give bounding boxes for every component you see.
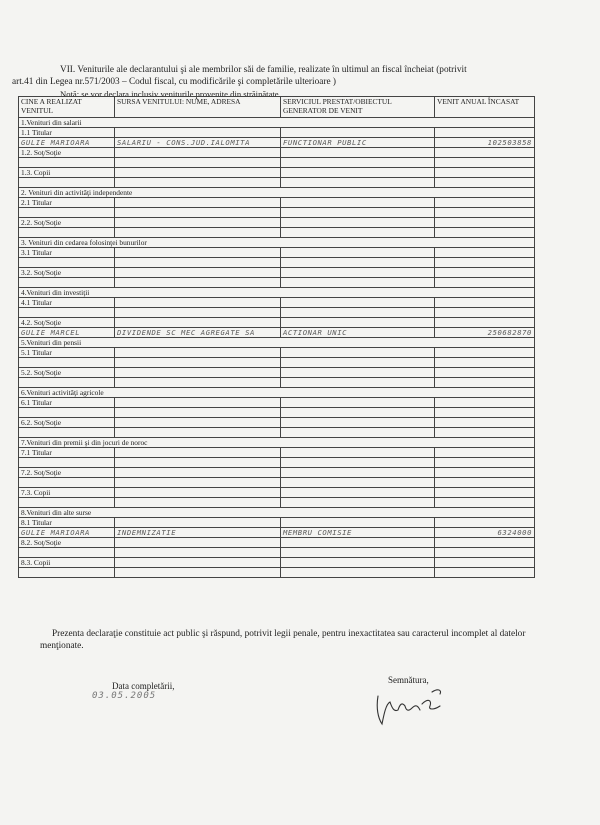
owner-label: 8.2. Soţ/Soţie xyxy=(19,538,115,548)
empty-cell xyxy=(435,248,535,258)
heading-line-1: VII. Veniturile ale declarantului şi ale membrilor săi de familie, realizate în ultimul an fiscal încheiat (potrivit xyxy=(60,65,467,75)
blank-row xyxy=(19,308,535,318)
footer-statement-block xyxy=(40,628,560,652)
empty-cell xyxy=(435,368,535,378)
blank-row xyxy=(19,548,535,558)
empty-cell xyxy=(19,498,115,508)
empty-cell xyxy=(19,278,115,288)
table-body xyxy=(19,118,535,578)
empty-cell xyxy=(281,158,435,168)
empty-cell xyxy=(281,168,435,178)
section-heading xyxy=(12,64,592,100)
empty-cell xyxy=(115,158,281,168)
empty-cell xyxy=(19,308,115,318)
blank-row xyxy=(19,478,535,488)
empty-cell xyxy=(281,498,435,508)
blank-row xyxy=(19,228,535,238)
empty-cell xyxy=(281,318,435,328)
empty-cell xyxy=(281,348,435,358)
empty-cell xyxy=(281,538,435,548)
empty-cell xyxy=(281,418,435,428)
empty-cell xyxy=(281,428,435,438)
empty-cell xyxy=(281,378,435,388)
owner-label-row xyxy=(19,348,535,358)
category-title: 5.Venituri din pensii xyxy=(19,338,535,348)
empty-cell xyxy=(281,208,435,218)
empty-cell xyxy=(115,208,281,218)
entry-who: GULIE MARIOARA xyxy=(19,138,115,148)
category-title: 6.Venituri activităţi agricole xyxy=(19,388,535,398)
empty-cell xyxy=(435,458,535,468)
empty-cell xyxy=(115,178,281,188)
empty-cell xyxy=(435,398,535,408)
owner-label-row xyxy=(19,318,535,328)
blank-row xyxy=(19,428,535,438)
empty-cell xyxy=(281,278,435,288)
empty-cell xyxy=(115,468,281,478)
empty-cell xyxy=(281,218,435,228)
empty-cell xyxy=(281,558,435,568)
empty-cell xyxy=(435,218,535,228)
empty-cell xyxy=(115,518,281,528)
empty-cell xyxy=(435,558,535,568)
income-entry-row xyxy=(19,328,535,338)
table-header-row xyxy=(19,97,535,118)
category-title: 2. Venituri din activităţi independente xyxy=(19,188,535,198)
empty-cell xyxy=(281,178,435,188)
empty-cell xyxy=(435,308,535,318)
empty-cell xyxy=(115,258,281,268)
empty-cell xyxy=(281,258,435,268)
owner-label-row xyxy=(19,538,535,548)
owner-label: 8.3. Copii xyxy=(19,558,115,568)
blank-row xyxy=(19,258,535,268)
owner-label: 2.1 Titular xyxy=(19,198,115,208)
empty-cell xyxy=(435,168,535,178)
blank-row xyxy=(19,358,535,368)
empty-cell xyxy=(115,448,281,458)
income-entry-row xyxy=(19,528,535,538)
empty-cell xyxy=(281,408,435,418)
owner-label-row xyxy=(19,298,535,308)
entry-source: INDEMNIZATIE xyxy=(115,528,281,538)
empty-cell xyxy=(281,398,435,408)
category-row xyxy=(19,508,535,518)
owner-label: 5.2. Soţ/Soţie xyxy=(19,368,115,378)
empty-cell xyxy=(435,518,535,528)
empty-cell xyxy=(19,208,115,218)
empty-cell xyxy=(435,318,535,328)
entry-service: FUNCTIONAR PUBLIC xyxy=(281,138,435,148)
empty-cell xyxy=(435,488,535,498)
category-title: 4.Venituri din investiţii xyxy=(19,288,535,298)
empty-cell xyxy=(115,298,281,308)
empty-cell xyxy=(435,358,535,368)
empty-cell xyxy=(19,378,115,388)
empty-cell xyxy=(435,128,535,138)
heading-note: Notă: se vor declara inclusiv veniturile provenite din străinătate xyxy=(60,89,279,99)
empty-cell xyxy=(435,478,535,488)
blank-row xyxy=(19,498,535,508)
empty-cell xyxy=(115,398,281,408)
blank-row xyxy=(19,378,535,388)
empty-cell xyxy=(435,548,535,558)
empty-cell xyxy=(435,228,535,238)
entry-income: 102503858 xyxy=(435,138,535,148)
empty-cell xyxy=(281,368,435,378)
income-entry-row xyxy=(19,138,535,148)
entry-who: GULIE MARCEL xyxy=(19,328,115,338)
category-row xyxy=(19,288,535,298)
owner-label: 6.1 Titular xyxy=(19,398,115,408)
entry-income: 6324000 xyxy=(435,528,535,538)
empty-cell xyxy=(281,148,435,158)
owner-label-row xyxy=(19,448,535,458)
empty-cell xyxy=(19,428,115,438)
empty-cell xyxy=(115,488,281,498)
signature-image xyxy=(372,684,452,728)
owner-label-row xyxy=(19,398,535,408)
entry-source: DIVIDENDE SC MEC AGREGATE SA xyxy=(115,328,281,338)
owner-label: 8.1 Titular xyxy=(19,518,115,528)
category-row xyxy=(19,338,535,348)
empty-cell xyxy=(115,478,281,488)
owner-label-row xyxy=(19,128,535,138)
signature-label: Semnătura, xyxy=(388,675,429,685)
owner-label: 7.1 Titular xyxy=(19,448,115,458)
empty-cell xyxy=(19,478,115,488)
empty-cell xyxy=(115,308,281,318)
owner-label-row xyxy=(19,468,535,478)
empty-cell xyxy=(281,468,435,478)
empty-cell xyxy=(435,498,535,508)
category-row xyxy=(19,388,535,398)
empty-cell xyxy=(115,148,281,158)
empty-cell xyxy=(281,358,435,368)
blank-row xyxy=(19,458,535,468)
empty-cell xyxy=(19,358,115,368)
owner-label: 2.2. Soţ/Soţie xyxy=(19,218,115,228)
heading-line-2: art.41 din Legea nr.571/2003 – Codul fiscal, cu modificările şi completările ulterioare ) xyxy=(12,77,336,87)
owner-label-row xyxy=(19,418,535,428)
entry-service: ACTIONAR UNIC xyxy=(281,328,435,338)
empty-cell xyxy=(115,428,281,438)
header-source: SURSA VENITULUI: NUME, ADRESA xyxy=(115,97,281,118)
owner-label-row xyxy=(19,268,535,278)
empty-cell xyxy=(281,198,435,208)
owner-label: 7.3. Copii xyxy=(19,488,115,498)
empty-cell xyxy=(115,558,281,568)
empty-cell xyxy=(435,268,535,278)
category-title: 3. Venituri din cedarea folosinţei bunurilor xyxy=(19,238,535,248)
owner-label: 6.2. Soţ/Soţie xyxy=(19,418,115,428)
empty-cell xyxy=(115,128,281,138)
owner-label: 1.1 Titular xyxy=(19,128,115,138)
empty-cell xyxy=(281,298,435,308)
empty-cell xyxy=(115,458,281,468)
empty-cell xyxy=(281,458,435,468)
owner-label-row xyxy=(19,168,535,178)
empty-cell xyxy=(115,268,281,278)
empty-cell xyxy=(281,478,435,488)
header-service: SERVICIUL PRESTAT/OBIECTUL GENERATOR DE VENIT xyxy=(281,97,435,118)
empty-cell xyxy=(19,158,115,168)
entry-income: 250682870 xyxy=(435,328,535,338)
footer-statement: Prezenta declaraţie constituie act public şi răspund, potrivit legii penale, pentru inexactitatea sau caracterul incomplet al datelor menţionate. xyxy=(40,629,526,651)
empty-cell xyxy=(115,368,281,378)
blank-row xyxy=(19,408,535,418)
empty-cell xyxy=(281,268,435,278)
category-row xyxy=(19,438,535,448)
empty-cell xyxy=(435,428,535,438)
date-value: 03.05.2005 xyxy=(92,691,157,701)
empty-cell xyxy=(115,198,281,208)
empty-cell xyxy=(19,548,115,558)
owner-label-row xyxy=(19,558,535,568)
empty-cell xyxy=(435,178,535,188)
empty-cell xyxy=(435,258,535,268)
date-label: Data completării, xyxy=(112,681,175,691)
owner-label-row xyxy=(19,148,535,158)
owner-label: 3.2. Soţ/Soţie xyxy=(19,268,115,278)
category-title: 7.Venituri din premii şi din jocuri de noroc xyxy=(19,438,535,448)
empty-cell xyxy=(115,378,281,388)
blank-row xyxy=(19,208,535,218)
empty-cell xyxy=(115,498,281,508)
header-income: VENIT ANUAL ÎNCASAT xyxy=(435,97,535,118)
owner-label: 1.2. Soţ/Soţie xyxy=(19,148,115,158)
empty-cell xyxy=(115,248,281,258)
entry-service: MEMBRU COMISIE xyxy=(281,528,435,538)
empty-cell xyxy=(435,158,535,168)
empty-cell xyxy=(435,348,535,358)
empty-cell xyxy=(115,278,281,288)
empty-cell xyxy=(281,568,435,578)
owner-label: 5.1 Titular xyxy=(19,348,115,358)
owner-label-row xyxy=(19,198,535,208)
blank-row xyxy=(19,158,535,168)
empty-cell xyxy=(435,148,535,158)
owner-label: 3.1 Titular xyxy=(19,248,115,258)
category-title: 1.Venituri din salarii xyxy=(19,118,535,128)
empty-cell xyxy=(115,548,281,558)
empty-cell xyxy=(19,258,115,268)
empty-cell xyxy=(19,568,115,578)
empty-cell xyxy=(435,278,535,288)
empty-cell xyxy=(435,468,535,478)
empty-cell xyxy=(115,218,281,228)
empty-cell xyxy=(115,358,281,368)
empty-cell xyxy=(281,308,435,318)
entry-who: GULIE MARIOARA xyxy=(19,528,115,538)
empty-cell xyxy=(435,418,535,428)
owner-label: 1.3. Copii xyxy=(19,168,115,178)
empty-cell xyxy=(435,408,535,418)
empty-cell xyxy=(19,178,115,188)
empty-cell xyxy=(435,538,535,548)
empty-cell xyxy=(281,448,435,458)
empty-cell xyxy=(435,298,535,308)
empty-cell xyxy=(281,128,435,138)
empty-cell xyxy=(435,568,535,578)
category-row xyxy=(19,118,535,128)
empty-cell xyxy=(435,208,535,218)
empty-cell xyxy=(435,448,535,458)
owner-label-row xyxy=(19,368,535,378)
owner-label: 4.1 Titular xyxy=(19,298,115,308)
empty-cell xyxy=(115,168,281,178)
empty-cell xyxy=(19,408,115,418)
empty-cell xyxy=(435,378,535,388)
empty-cell xyxy=(115,408,281,418)
owner-label: 7.2. Soţ/Soţie xyxy=(19,468,115,478)
owner-label-row xyxy=(19,488,535,498)
empty-cell xyxy=(281,248,435,258)
owner-label-row xyxy=(19,518,535,528)
empty-cell xyxy=(281,228,435,238)
empty-cell xyxy=(281,548,435,558)
empty-cell xyxy=(115,418,281,428)
owner-label-row xyxy=(19,218,535,228)
header-who: CINE A REALIZAT VENITUL xyxy=(19,97,115,118)
entry-source: SALARIU - CONS.JUD.IALOMITA xyxy=(115,138,281,148)
empty-cell xyxy=(115,348,281,358)
blank-row xyxy=(19,178,535,188)
empty-cell xyxy=(115,318,281,328)
income-table xyxy=(18,96,535,578)
empty-cell xyxy=(435,198,535,208)
empty-cell xyxy=(19,228,115,238)
owner-label: 4.2. Soţ/Soţie xyxy=(19,318,115,328)
empty-cell xyxy=(281,518,435,528)
blank-row xyxy=(19,278,535,288)
category-row xyxy=(19,238,535,248)
empty-cell xyxy=(281,488,435,498)
empty-cell xyxy=(19,458,115,468)
category-row xyxy=(19,188,535,198)
empty-cell xyxy=(115,568,281,578)
owner-label-row xyxy=(19,248,535,258)
empty-cell xyxy=(115,228,281,238)
blank-row xyxy=(19,568,535,578)
category-title: 8.Venituri din alte surse xyxy=(19,508,535,518)
empty-cell xyxy=(115,538,281,548)
